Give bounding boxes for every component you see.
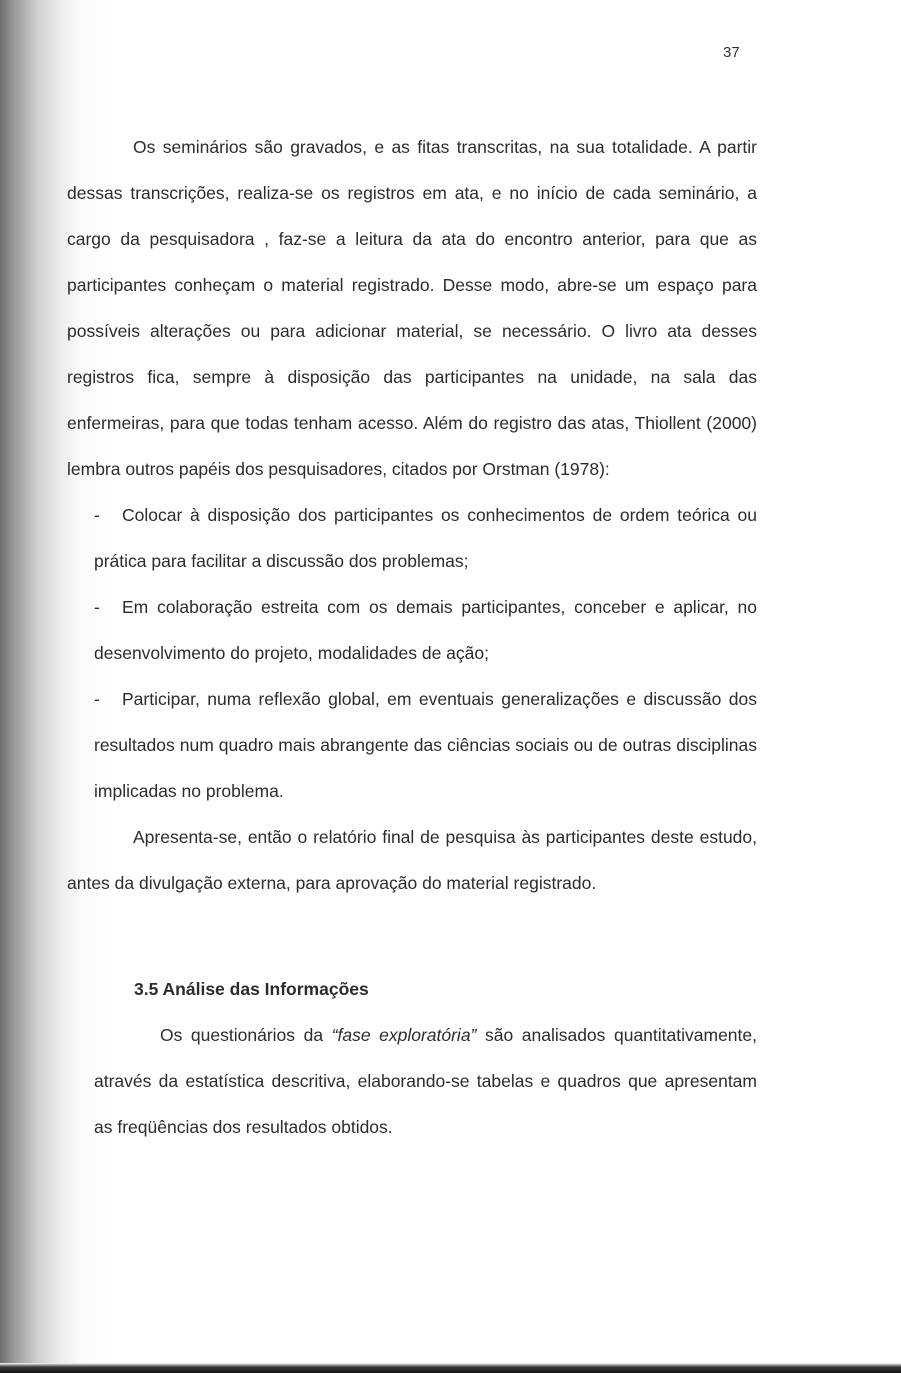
bullet-text: Participar, numa reflexão global, em eventuais generalizações e discussão dos resultados num quadro mais abrangente das ciências sociais ou de outras disciplinas implicadas no problema.: [94, 689, 757, 801]
page-number: 37: [723, 44, 740, 61]
scan-edge: [0, 1363, 901, 1373]
bullet-item-3: [67, 676, 757, 814]
bullet-dash: -: [94, 689, 100, 709]
section-gap: [67, 906, 757, 966]
section-body: [67, 1012, 757, 1150]
bullet-dash: -: [94, 505, 100, 525]
bullet-item-2: [67, 584, 757, 676]
paragraph-relatorio: Apresenta-se, então o relatório final de pesquisa às participantes deste estudo, antes da divulgação externa, para aprovação do material registrado.: [67, 827, 757, 893]
paragraph-seminarios: Os seminários são gravados, e as fitas transcritas, na sua totalidade. A partir dessas transcrições, realiza-se os registros em ata, e no início de cada seminário, a cargo da pesquisadora , faz-se a leitura da ata do encontro anterior, para que as participantes conheçam o material registrado. Desse modo, abre-se um espaço para possíveis alterações ou para adicionar material, se necessário. O livro ata desses registros fica, sempre à disposição das participantes na unidade, na sala das enfermeiras, para que todas tenham acesso. Além do registro das atas, Thiollent (2000) lembra outros papéis dos pesquisadores, citados por Orstman (1978):: [67, 137, 757, 479]
bullet-text: Colocar à disposição dos participantes os conhecimentos de ordem teórica ou prática para facilitar a discussão dos problemas;: [94, 505, 757, 571]
paragraph-analise: [94, 1012, 757, 1150]
analise-text-start: Os questionários da: [160, 1025, 332, 1045]
analise-text-end: são analisados quantitativamente, através da estatística descritiva, elaborando-se tabelas e quadros que apresentam as freqüências dos resultados obtidos.: [94, 1025, 757, 1137]
body-text: [67, 124, 757, 1150]
bullet-text: Em colaboração estreita com os demais participantes, conceber e aplicar, no desenvolvimento do projeto, modalidades de ação;: [94, 597, 757, 663]
bullet-item-1: [67, 492, 757, 584]
analise-italic-term: “fase exploratória”: [331, 1025, 477, 1045]
section-heading: 3.5 Análise das Informações: [134, 979, 369, 999]
bullet-dash: -: [94, 597, 100, 617]
